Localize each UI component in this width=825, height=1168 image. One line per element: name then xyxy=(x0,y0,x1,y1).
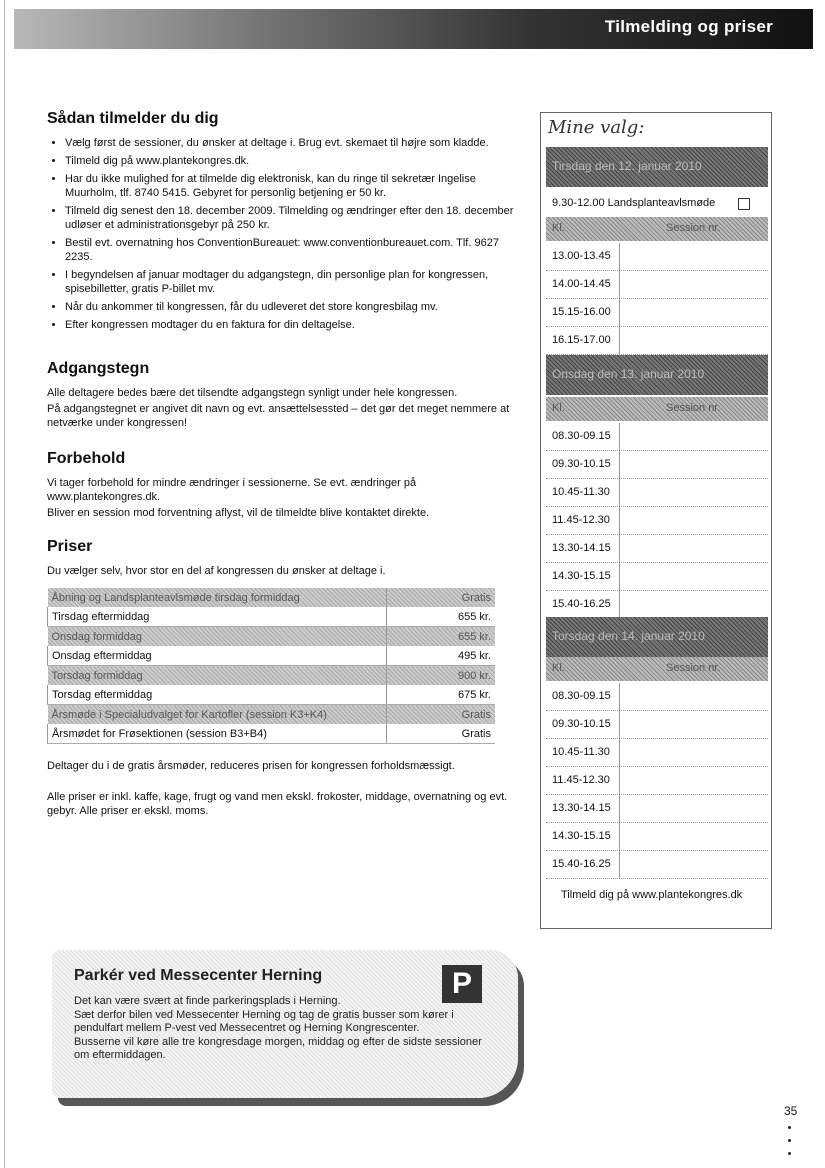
kl-label: Kl. xyxy=(552,402,565,414)
price-amount: 675 kr. xyxy=(387,685,496,705)
section-registration xyxy=(47,110,517,336)
price-label: Onsdag formiddag xyxy=(48,627,387,647)
session-row[interactable] xyxy=(546,451,768,479)
session-time: 09.30-10.15 xyxy=(552,718,611,730)
list-item: • Vælg først de sessioner, du ønsker at deltage i. Brug evt. skemaet til højre som kladde. xyxy=(65,136,517,150)
parking-line: Busserne vil køre alle tre kongresdage morgen, middag og efter de sidste sessioner om eftermiddagen. xyxy=(74,1035,482,1061)
kl-header xyxy=(546,217,768,241)
section-badge xyxy=(47,360,517,432)
session-row[interactable] xyxy=(546,271,768,299)
price-amount: 900 kr. xyxy=(387,666,496,686)
price-label: Årsmødet for Frøsektionen (session B3+B4) xyxy=(48,724,387,744)
session-row[interactable] xyxy=(546,479,768,507)
page-number: 35 xyxy=(784,1104,798,1118)
list-item: • Når du ankommer til kongressen, får du udleveret det store kongresbilag mv. xyxy=(65,300,517,314)
paragraph: Vi tager forbehold for mindre ændringer i sessionerne. Se evt. ændringer på www.plantekongres.dk. xyxy=(47,477,417,503)
session-time: 14.00-14.45 xyxy=(552,278,611,290)
session-time: 08.30-09.15 xyxy=(552,430,611,442)
row-divider xyxy=(619,711,620,738)
row-divider xyxy=(619,243,620,270)
session-time: 10.45-11.30 xyxy=(552,486,610,498)
decorative-dots xyxy=(788,1126,792,1165)
registration-list xyxy=(47,136,517,332)
row-divider xyxy=(619,823,620,850)
session-row[interactable] xyxy=(546,739,768,767)
header-bar xyxy=(14,9,813,49)
row-divider xyxy=(619,451,620,478)
session-time: 11.45-12.30 xyxy=(552,774,610,786)
price-amount: 655 kr. xyxy=(387,607,496,627)
table-row xyxy=(48,607,496,627)
list-item: • Har du ikke mulighed for at tilmelde dig elektronisk, kan du ringe til sekretær Ingelise Muurholm, tlf. 8740 5415. Gebyret for personlig betjening er 50 kr. xyxy=(65,172,517,200)
session-row[interactable] xyxy=(546,591,768,619)
parking-p-icon: P xyxy=(442,965,482,1003)
session-label: Session nr. xyxy=(666,662,721,674)
parking-line: Det kan være svært at finde parkeringsplads i Herning. xyxy=(74,995,341,1007)
session-row[interactable] xyxy=(546,851,768,879)
price-amount: Gratis xyxy=(387,705,496,725)
session-time: 14.30-15.15 xyxy=(552,570,611,582)
row-divider xyxy=(619,479,620,506)
parking-text xyxy=(74,995,494,1063)
price-label: Årsmøde i Specialudvalget for Kartofler (session K3+K4) xyxy=(48,705,387,725)
panel-footer-link[interactable]: Tilmeld dig på www.plantekongres.dk xyxy=(561,889,743,901)
table-row xyxy=(48,588,496,607)
landsplanteavl-row xyxy=(546,189,768,217)
heading-badge: Adgangstegn xyxy=(47,360,150,377)
session-time: 15.40-16.25 xyxy=(552,858,611,870)
table-row xyxy=(48,646,496,666)
session-row[interactable] xyxy=(546,327,768,355)
session-time: 10.45-11.30 xyxy=(552,746,610,758)
section-prices xyxy=(47,538,495,744)
row-divider xyxy=(619,851,620,878)
my-choices-panel xyxy=(540,112,772,929)
session-row[interactable] xyxy=(546,711,768,739)
row-divider xyxy=(619,683,620,710)
price-table xyxy=(47,588,495,744)
list-item: • I begyndelsen af januar modtager du adgangstegn, din personlige plan for kongressen, spisebilletter, gratis P-billet mv. xyxy=(65,268,517,296)
price-amount: Gratis xyxy=(387,724,496,744)
page-edge-line xyxy=(4,0,5,1168)
price-amount: 495 kr. xyxy=(387,646,496,666)
price-amount: 655 kr. xyxy=(387,627,496,647)
session-row[interactable] xyxy=(546,683,768,711)
table-row xyxy=(48,685,496,705)
panel-title: Mine valg: xyxy=(548,117,645,138)
row-divider xyxy=(619,767,620,794)
session-time: 11.45-12.30 xyxy=(552,514,610,526)
kl-label: Kl. xyxy=(552,662,565,674)
price-label: Onsdag eftermiddag xyxy=(48,646,387,666)
day-header-tuesday xyxy=(546,147,768,187)
session-time: 14.30-15.15 xyxy=(552,830,611,842)
session-time: 13.30-14.15 xyxy=(552,542,611,554)
table-row xyxy=(48,724,496,744)
kl-header xyxy=(546,397,768,421)
landsplanteavl-label: 9.30-12.00 Landsplanteavlsmøde xyxy=(552,197,716,209)
session-row[interactable] xyxy=(546,767,768,795)
session-label: Session nr. xyxy=(666,222,721,234)
session-row[interactable] xyxy=(546,535,768,563)
price-label: Torsdag eftermiddag xyxy=(48,685,387,705)
day-label: Onsdag den 13. januar 2010 xyxy=(552,367,705,381)
session-time: 15.15-16.00 xyxy=(552,306,611,318)
list-item: • Tilmeld dig på www.plantekongres.dk. xyxy=(65,154,517,168)
header-title: Tilmelding og priser xyxy=(604,17,773,36)
list-item: • Bestil evt. overnatning hos ConventionBureauet: www.conventionbureauet.com. Tlf. 9627 2235. xyxy=(65,236,517,264)
parking-title: Parkér ved Messecenter Herning xyxy=(74,967,323,984)
session-row[interactable] xyxy=(546,299,768,327)
price-label: Tirsdag eftermiddag xyxy=(48,607,387,627)
session-time: 13.30-14.15 xyxy=(552,802,611,814)
session-label: Session nr. xyxy=(666,402,721,414)
row-divider xyxy=(619,271,620,298)
parking-line: Sæt derfor bilen ved Messecenter Herning og tag de gratis busser som kører i pendulfart mellem P-vest ved Messecentret og Herning Kongrescenter. xyxy=(74,1008,454,1034)
day-header-wednesday xyxy=(546,355,768,395)
session-time: 13.00-13.45 xyxy=(552,250,611,262)
session-time: 08.30-09.15 xyxy=(552,690,611,702)
table-row xyxy=(48,627,496,647)
kl-label: Kl. xyxy=(552,222,565,234)
table-row xyxy=(48,666,496,686)
heading-prices: Priser xyxy=(47,538,93,555)
session-row[interactable] xyxy=(546,795,768,823)
row-divider xyxy=(619,507,620,534)
section-disclaimer xyxy=(47,450,517,522)
table-row xyxy=(48,705,496,725)
heading-registration: Sådan tilmelder du dig xyxy=(47,110,219,127)
row-divider xyxy=(619,739,620,766)
session-row[interactable] xyxy=(546,243,768,271)
session-time: 09.30-10.15 xyxy=(552,458,611,470)
row-divider xyxy=(619,327,620,354)
parking-box xyxy=(52,950,518,1098)
list-item: • Efter kongressen modtager du en faktura for din deltagelse. xyxy=(65,318,517,332)
session-row[interactable] xyxy=(546,507,768,535)
heading-disclaimer: Forbehold xyxy=(47,450,126,467)
prices-note-free-meetings: Deltager du i de gratis årsmøder, reduceres prisen for kongressen forholdsmæssigt. xyxy=(47,760,455,772)
prices-intro: Du vælger selv, hvor stor en del af kongressen du ønsker at deltage i. xyxy=(47,565,386,577)
paragraph: Alle deltagere bedes bære det tilsendte adgangstegn synligt under hele kongressen. xyxy=(47,387,458,399)
row-divider xyxy=(619,299,620,326)
session-row[interactable] xyxy=(546,823,768,851)
paragraph: Bliver en session mod forventning aflyst, vil de tilmeldte blive kontaktet direkte. xyxy=(47,507,430,519)
price-amount: Gratis xyxy=(387,588,496,607)
row-divider xyxy=(619,423,620,450)
price-label: Torsdag formiddag xyxy=(48,666,387,686)
session-time: 16.15-17.00 xyxy=(552,334,611,346)
session-time: 15.40-16.25 xyxy=(552,598,611,610)
landsplanteavl-checkbox[interactable] xyxy=(738,198,750,210)
session-row[interactable] xyxy=(546,423,768,451)
day-header-thursday xyxy=(546,617,768,657)
row-divider xyxy=(619,795,620,822)
day-label: Tirsdag den 12. januar 2010 xyxy=(552,159,702,173)
kl-header xyxy=(546,657,768,681)
price-label: Åbning og Landsplanteavlsmøde tirsdag formiddag xyxy=(48,588,387,607)
list-item: • Tilmeld dig senest den 18. december 2009. Tilmelding og ændringer efter den 18. december udløser et administrationsgebyr på 250 kr. xyxy=(65,204,517,232)
day-label: Torsdag den 14. januar 2010 xyxy=(552,629,705,643)
row-divider xyxy=(619,563,620,590)
session-row[interactable] xyxy=(546,563,768,591)
row-divider xyxy=(619,591,620,618)
paragraph: På adgangstegnet er angivet dit navn og evt. ansættelsessted – det gør det meget nemmere at netværke under kongressen! xyxy=(47,403,510,429)
prices-note-inclusions: Alle priser er inkl. kaffe, kage, frugt og vand men ekskl. frokoster, middage, overnatning og evt. gebyr. Alle priser er ekskl. moms. xyxy=(47,791,508,817)
row-divider xyxy=(619,535,620,562)
